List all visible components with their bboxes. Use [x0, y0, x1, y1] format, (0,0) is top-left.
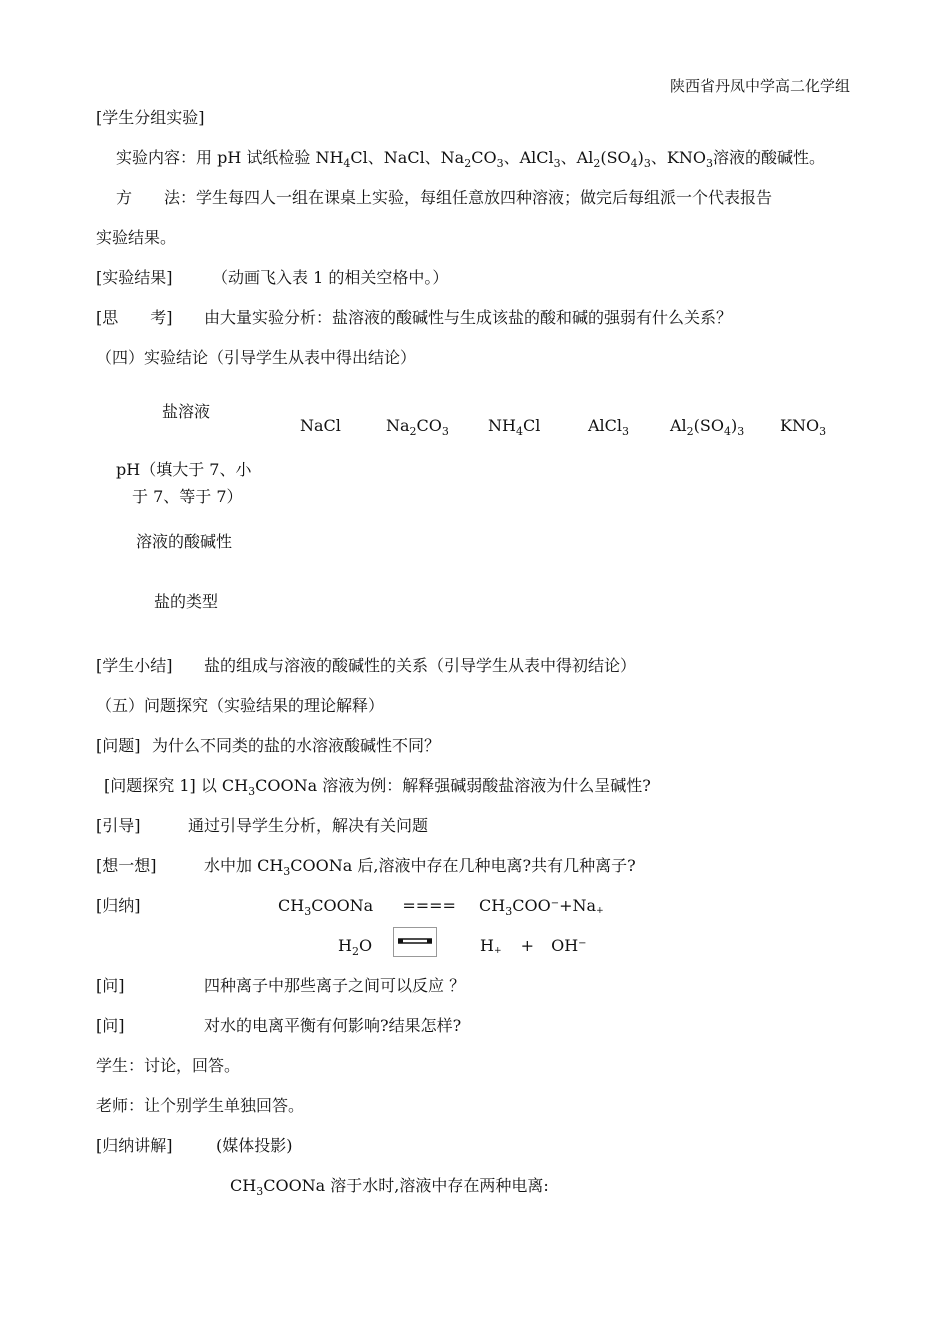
- salt-formula-part: ): [731, 416, 738, 435]
- table-row-header: 盐溶液: [162, 402, 211, 421]
- method-line-1: 方 法：学生每四人一组在课桌上实验，每组任意放四种溶液；做完后每组派一个代表报告: [116, 188, 773, 207]
- think-tag: [思 考]: [96, 308, 173, 327]
- lecture-text: (媒体投影): [216, 1136, 293, 1155]
- salt-formula-part: Al: [670, 416, 687, 435]
- experiment-content-line: 实验内容：用 pH 试纸检验 $NH_4Cl$、NaCl、$Na_2CO_3$、AlCl$_3$、$Al_2(SO_4)_3$、$KNO_3$溶液的酸碱性。: [116, 148, 825, 170]
- ask2-tag: [问]: [96, 1016, 125, 1035]
- salt-al2so43: [670, 416, 744, 436]
- table-ph-label-1: pH（填大于 7、小: [116, 460, 252, 479]
- salt-formula-part: 2: [686, 425, 694, 438]
- last-line: $CH_3COONa$ 溶于水时,溶液中存在两种电离:: [230, 1176, 549, 1198]
- section-5-heading: （五）问题探究（实验结果的理论解释）: [96, 696, 385, 715]
- salt-formula-part: AlCl: [588, 416, 623, 435]
- salt-formula-part: 3: [737, 425, 745, 438]
- section-4-heading: （四）实验结论（引导学生从表中得出结论）: [96, 348, 417, 367]
- salt-formula-part: (SO: [693, 416, 724, 435]
- salt-formula-part: CO: [416, 416, 442, 435]
- guide-text: 通过引导学生分析，解决有关问题: [188, 816, 429, 835]
- salt-formula-part: 2: [409, 425, 417, 438]
- summary-tag: [学生小结]: [96, 656, 173, 675]
- salt-formula-part: NaCl: [300, 416, 341, 435]
- result-tag: [实验结果]: [96, 268, 173, 287]
- question-text: 为什么不同类的盐的水溶液酸碱性不同？: [152, 736, 441, 755]
- think2-text: 水中加 $CH_3COONa$ 后,溶液中存在几种电离?共有几种离子?: [204, 856, 636, 878]
- equation-ionization-salt: $CH_3COONa$ ==== $CH_3COO^-+Na^+$: [278, 896, 604, 918]
- salt-na2co3: [386, 416, 449, 436]
- salt-kno3: [780, 416, 826, 436]
- student-line: 学生：讨论，回答。: [96, 1056, 241, 1075]
- method-line-2: 实验结果。: [96, 228, 177, 247]
- question-tag: [问题]: [96, 736, 141, 755]
- summary-text: 盐的组成与溶液的酸碱性的关系（引导学生从表中得初结论）: [204, 656, 637, 675]
- group-experiment-tag: [学生分组实验]: [96, 108, 205, 127]
- result-text: （动画飞入表 1 的相关空格中。）: [212, 268, 449, 287]
- salt-alcl3: [588, 416, 629, 436]
- salt-formula-part: 4: [724, 425, 731, 438]
- salt-formula-part: Na: [386, 416, 410, 435]
- salt-formula-part: 3: [441, 425, 449, 438]
- salt-formula-part: KNO: [780, 416, 820, 435]
- think-text: 由大量实验分析：盐溶液的酸碱性与生成该盐的酸和碱的强弱有什么关系？: [204, 308, 733, 327]
- reversible-arrow-icon: [393, 927, 437, 957]
- salt-nh4cl: [488, 416, 540, 436]
- page-header: 陕西省丹凤中学高二化学组: [670, 77, 851, 95]
- salt-formula-part: 3: [622, 425, 630, 438]
- equation-water: $H_2O$: [338, 936, 373, 958]
- guide-tag: [引导]: [96, 816, 141, 835]
- salt-formula-part: Cl: [522, 416, 541, 435]
- explore-line: [问题探究 1] 以 $CH_3COONa$ 溶液为例：解释强碱弱酸盐溶液为什么呈碱性?: [104, 776, 651, 798]
- think2-tag: [想一想]: [96, 856, 157, 875]
- salt-formula-part: NH: [488, 416, 516, 435]
- equation-water-products: H+ + OH−: [480, 936, 587, 956]
- induce-tag: [归纳]: [96, 896, 141, 915]
- table-ph-label-2: 于 7、等于 7）: [132, 487, 243, 506]
- table-acidity-label: 溶液的酸碱性: [136, 532, 233, 551]
- ask1-tag: [问]: [96, 976, 125, 995]
- salt-formula-part: 3: [819, 425, 827, 438]
- table-type-label: 盐的类型: [154, 592, 219, 611]
- teacher-line: 老师：让个别学生单独回答。: [96, 1096, 305, 1115]
- lecture-tag: [归纳讲解]: [96, 1136, 173, 1155]
- ask1-text: 四种离子中那些离子之间可以反应 ？: [204, 976, 466, 995]
- salt-nacl: [300, 416, 341, 436]
- ask2-text: 对水的电离平衡有何影响?结果怎样?: [204, 1016, 462, 1035]
- salt-formula-part: 4: [515, 425, 523, 438]
